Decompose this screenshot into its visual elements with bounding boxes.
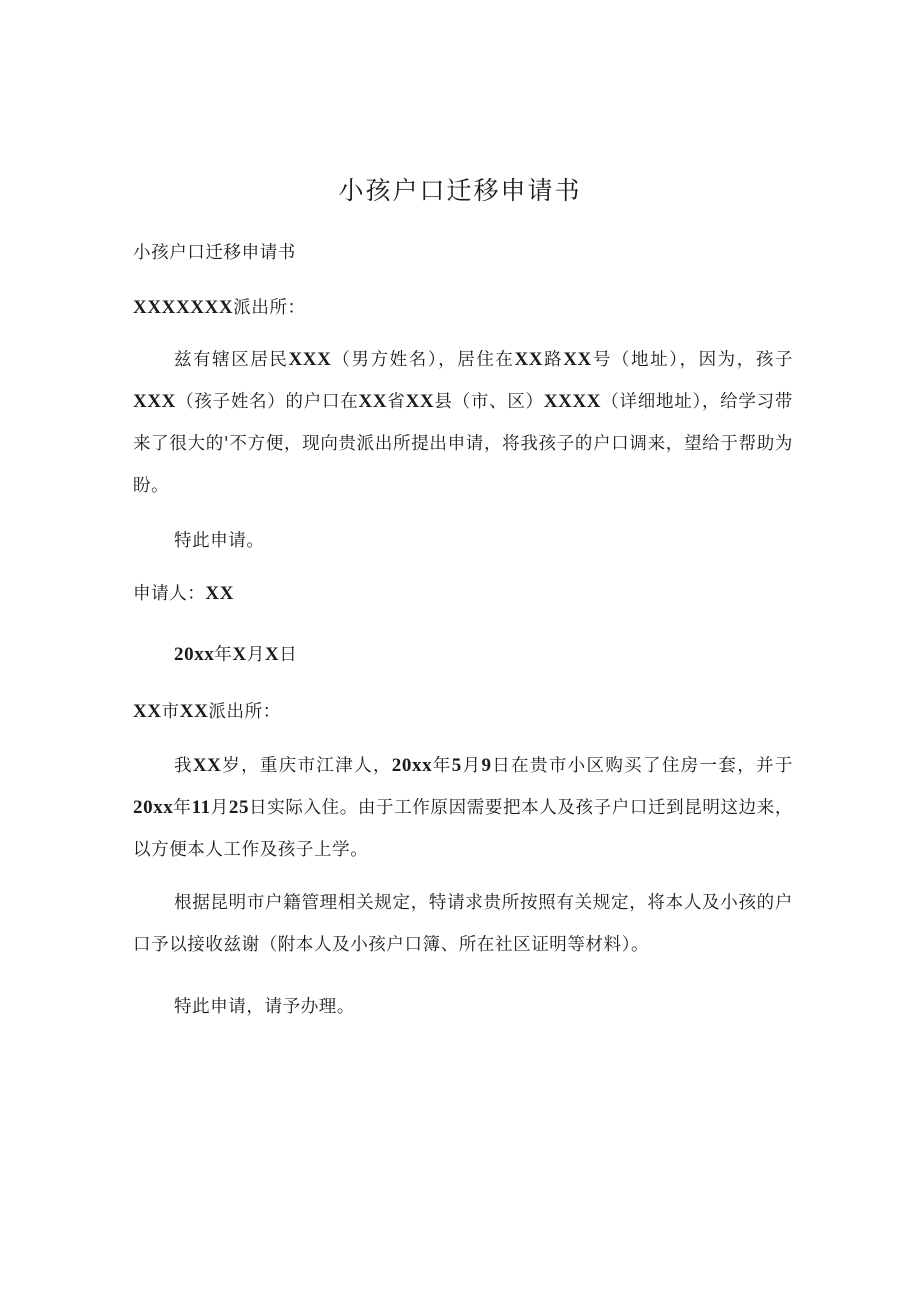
letter1-body-placeholder-3: XX (514, 349, 544, 370)
document-subtitle: 小孩户口迁移申请书 (133, 243, 296, 263)
recipient-station-name: XXXXXXX (133, 297, 234, 318)
date-line (174, 643, 844, 667)
applicant-label: 申请人： (133, 584, 206, 604)
letter2-p1-text-14: 日实际入住。由于工作原因需要把本人及孩子户口迁到昆明这边来，以方便本人工作及孩子上学。 (133, 798, 794, 860)
letter2-p1-placeholder-5: 5 (451, 755, 462, 776)
letter2-body-paragraph-2: 根据昆明市户籍管理相关规定，特请求贵所按照有关规定，将本人及小孩的户口予以接收兹谢（附本人及小孩户口簿、所在社区证明等材料）。 (133, 893, 793, 955)
letter1-body-text-9: （孩子姓名）的户口在 (175, 392, 359, 412)
letter2-p1-placeholder-3: 20xx (391, 755, 433, 776)
applicant-name: XX (205, 583, 235, 604)
letter2-p1-text-10: 年 (173, 798, 192, 818)
letter2-p1-text-4: 年 (432, 756, 452, 776)
letter1-body-text-4: 路 (543, 350, 564, 370)
letter1-body-text-11: 省 (387, 392, 406, 412)
letter2-station-suffix: 派出所： (208, 702, 281, 722)
letter1-body-placeholder-14: XXXX (543, 391, 602, 412)
date-month: X (232, 644, 247, 665)
letter1-body-text-0: 兹有辖区居民 (174, 350, 289, 370)
date-year: 20xx (174, 644, 215, 665)
letter1-body-text-7: 孩子 (755, 350, 793, 370)
letter2-p1-placeholder-11: 11 (191, 797, 211, 818)
recipient-line (133, 296, 803, 320)
applicant-line (133, 582, 803, 606)
letter1-body-text-6: 号（地址），因为， (591, 350, 756, 370)
letter1-body-text-13: 县（市、区） (434, 392, 544, 412)
date-month-unit: 月 (246, 645, 265, 665)
letter2-p1-placeholder-9: 20xx (133, 797, 174, 818)
letter1-body-placeholder-8: XXX (133, 391, 176, 412)
letter2-station: XX (179, 701, 209, 722)
letter2-p1-text-6: 月 (461, 756, 482, 776)
letter2-p1-text-2: 岁，重庆市江津人， (221, 756, 392, 776)
letter1-body-placeholder-12: XX (405, 391, 435, 412)
letter2-body-paragraph-1 (133, 745, 793, 871)
letter2-p1-placeholder-7: 9 (481, 755, 492, 776)
letter1-body-placeholder-1: XXX (288, 349, 332, 370)
letter2-city: XX (133, 701, 162, 722)
letter2-p1-placeholder-1: XX (192, 755, 222, 776)
letter1-body-placeholder-5: XX (563, 349, 592, 370)
letter2-p1-text-8: 日在贵市小区购买了住房一套，并于 (491, 756, 793, 776)
date-year-unit: 年 (214, 645, 233, 665)
letter1-body-text-2: （男方姓名），居住在 (331, 350, 515, 370)
letter2-recipient-line (133, 700, 803, 724)
date-day: X (264, 644, 280, 665)
letter2-p1-placeholder-13: 25 (228, 797, 250, 818)
letter1-body-paragraph (133, 339, 793, 507)
letter2-city-unit: 市 (161, 702, 180, 722)
letter1-closing: 特此申请。 (174, 531, 265, 551)
letter1-body-placeholder-10: XX (358, 391, 388, 412)
letter2-closing: 特此申请，请予办理。 (174, 997, 355, 1017)
recipient-station-suffix: 派出所： (233, 298, 306, 318)
document-title: 小孩户口迁移申请书 (338, 176, 582, 205)
letter1-body-text-15: （详细地址），给学习带来了很大的'不方便，现向贵派出所提出申请，将我孩子的户口调来，望给于帮助为盼。 (133, 392, 794, 496)
letter2-p1-text-0: 我 (174, 756, 193, 776)
letter2-p1-text-12: 月 (210, 798, 229, 818)
date-day-unit: 日 (279, 645, 298, 665)
